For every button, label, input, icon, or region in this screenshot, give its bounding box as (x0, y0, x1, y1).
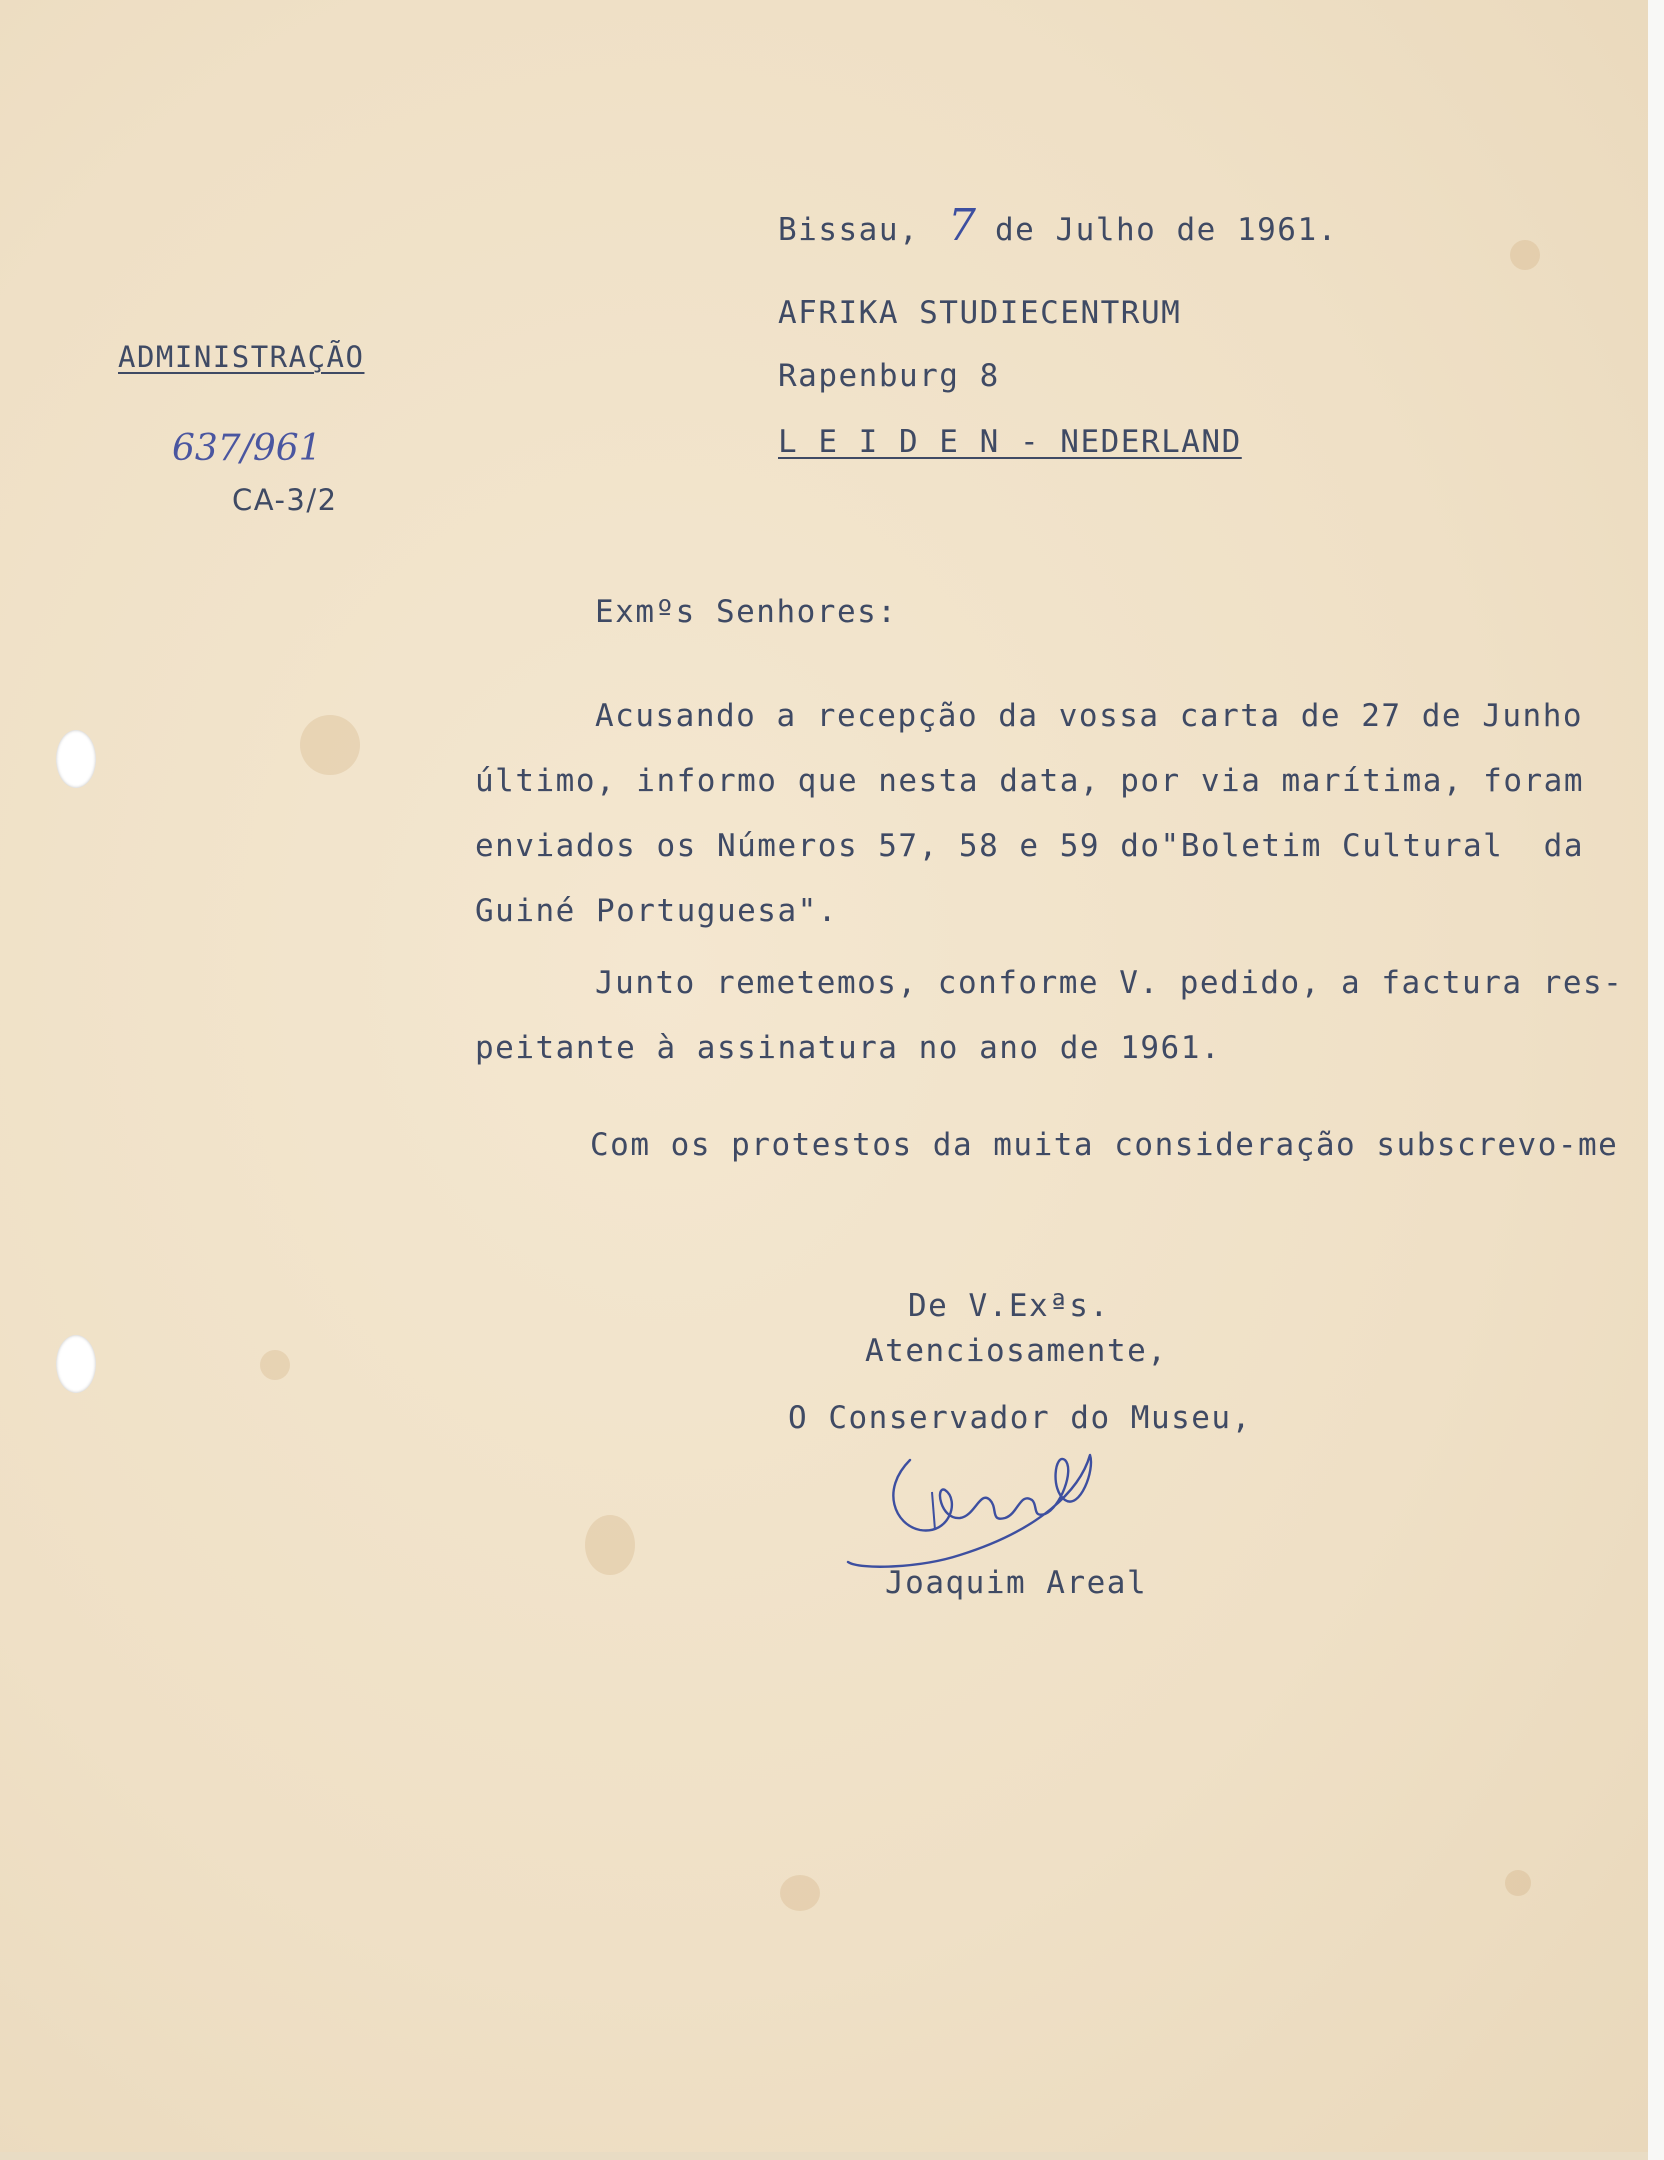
paper-stain (300, 715, 360, 775)
place-date-suffix: de Julho de 1961. (995, 212, 1338, 248)
place-date-prefix: Bissau, (778, 212, 920, 248)
punch-hole-bottom (56, 1335, 96, 1393)
paper-stain (780, 1875, 820, 1911)
handwritten-day: 7 (948, 200, 976, 251)
handwritten-signature (840, 1430, 1140, 1580)
signatory-name: Joaquim Areal (885, 1565, 1148, 1601)
recipient-city: L E I D E N - NEDERLAND (778, 424, 1242, 460)
paragraph-line: Acusando a recepção da vossa carta de 27 de Junho (595, 698, 1584, 734)
reference-number: 637/961 (172, 428, 322, 469)
punch-hole-top (56, 730, 96, 788)
paragraph-line: peitante à assinatura no ano de 1961. (475, 1030, 1222, 1066)
paper-stain (1505, 1870, 1531, 1896)
page-edge (1648, 0, 1664, 2160)
recipient-name: AFRIKA STUDIECENTRUM (778, 295, 1182, 331)
closing-line: De V.Exªs. (908, 1288, 1110, 1324)
paragraph-line: último, informo que nesta data, por via marítima, foram (475, 763, 1584, 799)
recipient-street: Rapenburg 8 (778, 358, 1000, 394)
paragraph-line: enviados os Números 57, 58 e 59 do"Boletim Cultural da (475, 828, 1584, 864)
paragraph-line: Junto remetemos, conforme V. pedido, a factura res- (595, 965, 1624, 1001)
signatory-title: O Conservador do Museu, (788, 1400, 1252, 1436)
paper-stain (1510, 240, 1540, 270)
salutation: Exmºs Senhores: (595, 594, 898, 630)
reference-code: CA-3/2 (232, 483, 338, 517)
paper-stain (260, 1350, 290, 1380)
department-heading: ADMINISTRAÇÃO (118, 340, 365, 374)
paper-stain (585, 1515, 635, 1575)
paragraph-line: Guiné Portuguesa". (475, 893, 838, 929)
closing-line: Atenciosamente, (865, 1333, 1168, 1369)
closing-formula: Com os protestos da muita consideração subscrevo-me (590, 1127, 1619, 1163)
